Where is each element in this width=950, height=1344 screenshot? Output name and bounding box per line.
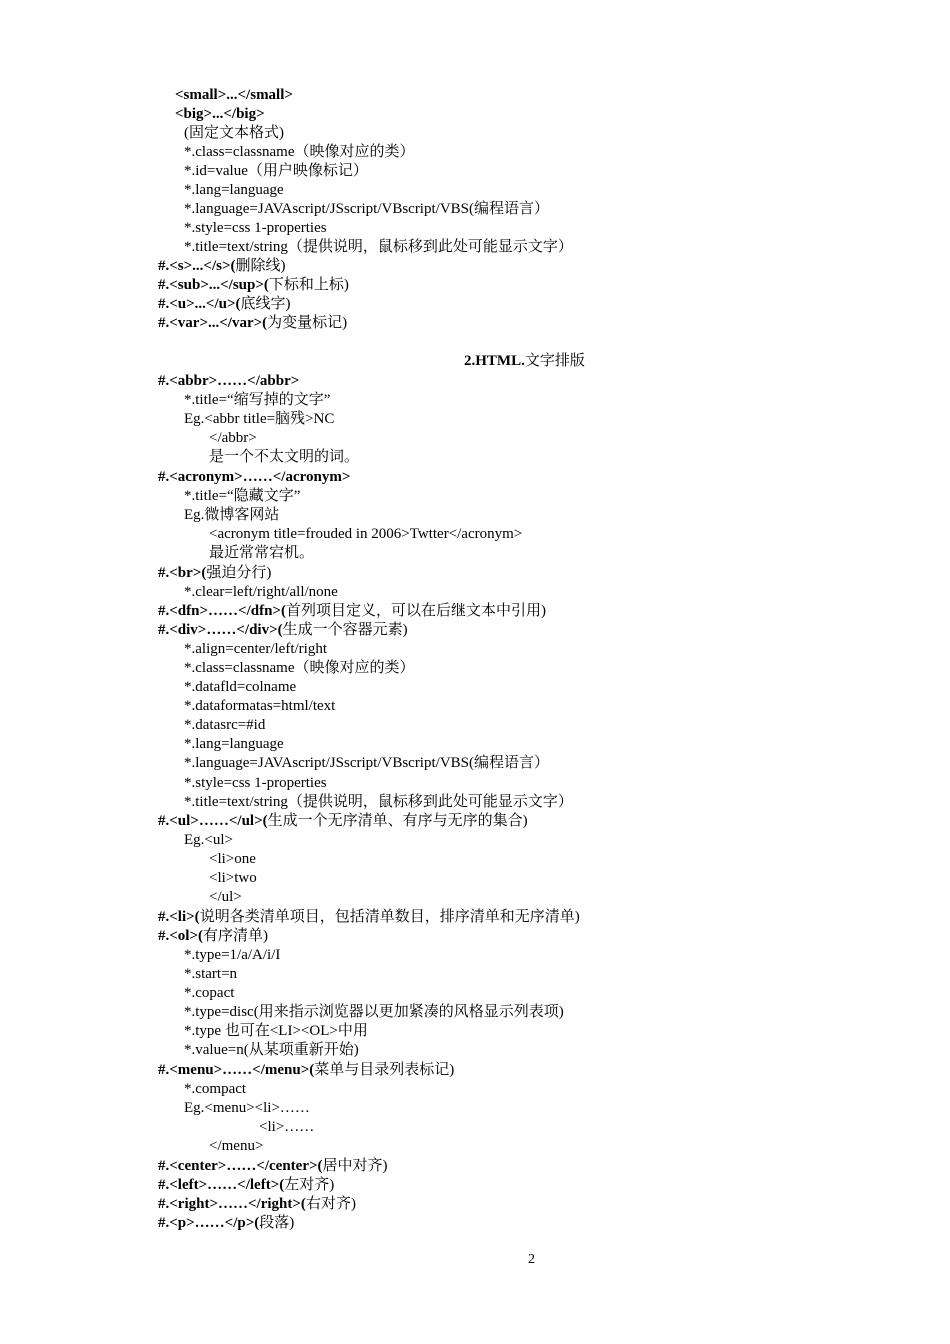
description-text: <li>……: [259, 1119, 315, 1135]
text-line: [158, 564, 271, 583]
description-text: </ul>: [209, 889, 242, 905]
description-text: *.type=1/a/A/i/I: [184, 947, 281, 963]
tag-label: #.<acronym>……</acronym>: [158, 469, 351, 485]
description-text: *.align=center/left/right: [184, 641, 327, 657]
tag-label: #.<sub>...</sup>(: [158, 277, 269, 293]
description-text: 有序清单): [203, 928, 269, 944]
text-line: [158, 812, 528, 831]
text-line: [184, 162, 368, 181]
description-text: *.language=JAVAscript/JSscript/VBscript/VBS(编程语言）: [184, 201, 549, 217]
description-text: </menu>: [209, 1138, 264, 1154]
text-line: [184, 391, 330, 410]
text-line: [158, 621, 408, 640]
text-line: [184, 219, 327, 238]
description-text: 左对齐): [284, 1177, 335, 1193]
tag-label: #.<u>...</u>(: [158, 296, 241, 312]
tag-label: #.<p>……</p>(: [158, 1215, 260, 1231]
text-line: [184, 1080, 246, 1099]
tag-label: #.<right>……</right>(: [158, 1196, 306, 1212]
text-line: [209, 869, 257, 888]
tag-label: #.<left>……</left>(: [158, 1177, 285, 1193]
description-text: *.datafld=colname: [184, 679, 297, 695]
description-text: 强迫分行): [206, 565, 272, 581]
description-text: </abbr>: [209, 430, 257, 446]
text-line: [158, 372, 299, 391]
text-line: [184, 716, 265, 735]
description-text: Eg.<ul>: [184, 832, 233, 848]
text-line: [184, 793, 573, 812]
text-line: [158, 1195, 356, 1214]
text-line: [209, 525, 522, 544]
description-text: (固定文本格式): [184, 125, 284, 141]
description-text: 是一个不太文明的词。: [209, 449, 360, 465]
tag-label: #.<menu>……</menu>(: [158, 1062, 315, 1078]
description-text: *.compact: [184, 1081, 247, 1097]
description-text: 最近常常宕机。: [209, 545, 315, 561]
description-text: <li>one: [209, 851, 256, 867]
text-line: [184, 200, 549, 219]
text-line: [184, 640, 327, 659]
text-line: [209, 448, 359, 467]
description-text: *.title=text/string（提供说明，鼠标移到此处可能显示文字）: [184, 794, 573, 810]
description-text: *.lang=language: [184, 182, 284, 198]
description-text: *.datasrc=#id: [184, 717, 266, 733]
text-line: [184, 238, 573, 257]
text-line: [184, 754, 549, 773]
description-text: *.start=n: [184, 966, 238, 982]
text-line: [184, 774, 327, 793]
description-text: *.type=disc(用来指示浏览器以更加紧凑的风格显示列表项): [184, 1004, 564, 1020]
tag-label: <small>...</small>: [175, 87, 293, 103]
text-line: [175, 86, 293, 105]
description-text: 说明各类清单项目，包括清单数目，排序清单和无序清单): [199, 909, 580, 925]
text-line: [184, 143, 415, 162]
text-line: [184, 984, 234, 1003]
description-text: 菜单与目录列表标记): [314, 1062, 455, 1078]
tag-label: 2.HTML.: [464, 353, 525, 369]
text-line: [184, 487, 300, 506]
text-line: [184, 583, 338, 602]
description-text: 为变量标记): [267, 315, 348, 331]
text-line: [158, 276, 349, 295]
tag-label: #.<dfn>……</dfn>(: [158, 603, 286, 619]
text-line: [184, 1003, 564, 1022]
text-line: [209, 888, 242, 907]
tag-label: <big>...</big>: [175, 106, 265, 122]
text-line: [158, 468, 350, 487]
text-line: [184, 697, 335, 716]
text-line: [209, 429, 257, 448]
text-line: [184, 735, 284, 754]
text-line: [184, 181, 284, 200]
tag-label: #.<li>(: [158, 909, 200, 925]
description-text: *.lang=language: [184, 736, 284, 752]
description-text: 居中对齐): [322, 1158, 388, 1174]
text-line: [184, 1099, 310, 1118]
text-line: [184, 946, 280, 965]
text-line: [158, 257, 286, 276]
description-text: <li>two: [209, 870, 257, 886]
description-text: *.language=JAVAscript/JSscript/VBscript/VBS(编程语言）: [184, 755, 549, 771]
description-text: 下标和上标): [268, 277, 349, 293]
description-text: 生成一个无序清单、有序与无序的集合): [267, 813, 528, 829]
tag-label: #.<div>……</div>(: [158, 622, 283, 638]
description-text: Eg.<menu><li>……: [184, 1100, 310, 1116]
description-text: Eg.<abbr title=脑残>NC: [184, 411, 335, 427]
description-text: *.title=text/string（提供说明，鼠标移到此处可能显示文字）: [184, 239, 573, 255]
text-line: [158, 314, 347, 333]
description-text: 生成一个容器元素): [282, 622, 408, 638]
tag-label: #.<center>……</center>(: [158, 1158, 323, 1174]
text-line: [209, 544, 314, 563]
description-text: *.clear=left/right/all/none: [184, 584, 338, 600]
description-text: 底线字): [240, 296, 291, 312]
tag-label: #.<br>(: [158, 565, 207, 581]
description-text: 删除线): [235, 258, 286, 274]
text-line: [158, 295, 291, 314]
description-text: *.style=css 1-properties: [184, 775, 327, 791]
tag-label: #.<ul>……</ul>(: [158, 813, 268, 829]
description-text: 右对齐): [305, 1196, 356, 1212]
tag-label: #.<s>...</s>(: [158, 258, 236, 274]
text-line: [158, 602, 546, 621]
text-line: [158, 1061, 454, 1080]
description-text: *.copact: [184, 985, 235, 1001]
text-line: [184, 659, 415, 678]
text-line: [184, 1022, 368, 1041]
description-text: *.type 也可在<LI><OL>中用: [184, 1023, 368, 1039]
text-line: [259, 1118, 314, 1137]
text-line: [158, 1176, 334, 1195]
text-line: [184, 831, 233, 850]
tag-label: #.<ol>(: [158, 928, 204, 944]
tag-label: #.<abbr>……</abbr>: [158, 373, 300, 389]
text-line: [158, 927, 268, 946]
text-line: [209, 1137, 263, 1156]
page-number: 2: [528, 1252, 535, 1267]
text-line: [184, 506, 279, 525]
text-line: [184, 965, 237, 984]
text-line: [184, 124, 284, 143]
description-text: *.value=n(从某项重新开始): [184, 1042, 359, 1058]
description-text: *.title=“缩写掉的文字”: [184, 392, 331, 408]
text-line: [184, 678, 296, 697]
text-line: [184, 410, 334, 429]
description-text: *.style=css 1-properties: [184, 220, 327, 236]
text-line: [158, 908, 580, 927]
description-text: 段落): [259, 1215, 295, 1231]
text-line: [175, 105, 265, 124]
description-text: *.id=value（用户映像标记）: [184, 163, 368, 179]
description-text: <acronym title=frouded in 2006>Twtter</acronym>: [209, 526, 523, 542]
text-line: [209, 850, 256, 869]
tag-label: #.<var>...</var>(: [158, 315, 268, 331]
text-line: [158, 1214, 294, 1233]
description-text: *.title=“隐藏文字”: [184, 488, 301, 504]
text-line: [184, 1041, 359, 1060]
text-line: [158, 1157, 388, 1176]
description-text: *.class=classname（映像对应的类）: [184, 144, 415, 160]
description-text: 文字排版: [524, 353, 585, 369]
description-text: 首列项目定义，可以在后继文本中引用): [285, 603, 546, 619]
description-text: *.dataformatas=html/text: [184, 698, 336, 714]
description-text: Eg.微博客网站: [184, 507, 280, 523]
text-line: [464, 352, 585, 371]
description-text: *.class=classname（映像对应的类）: [184, 660, 415, 676]
